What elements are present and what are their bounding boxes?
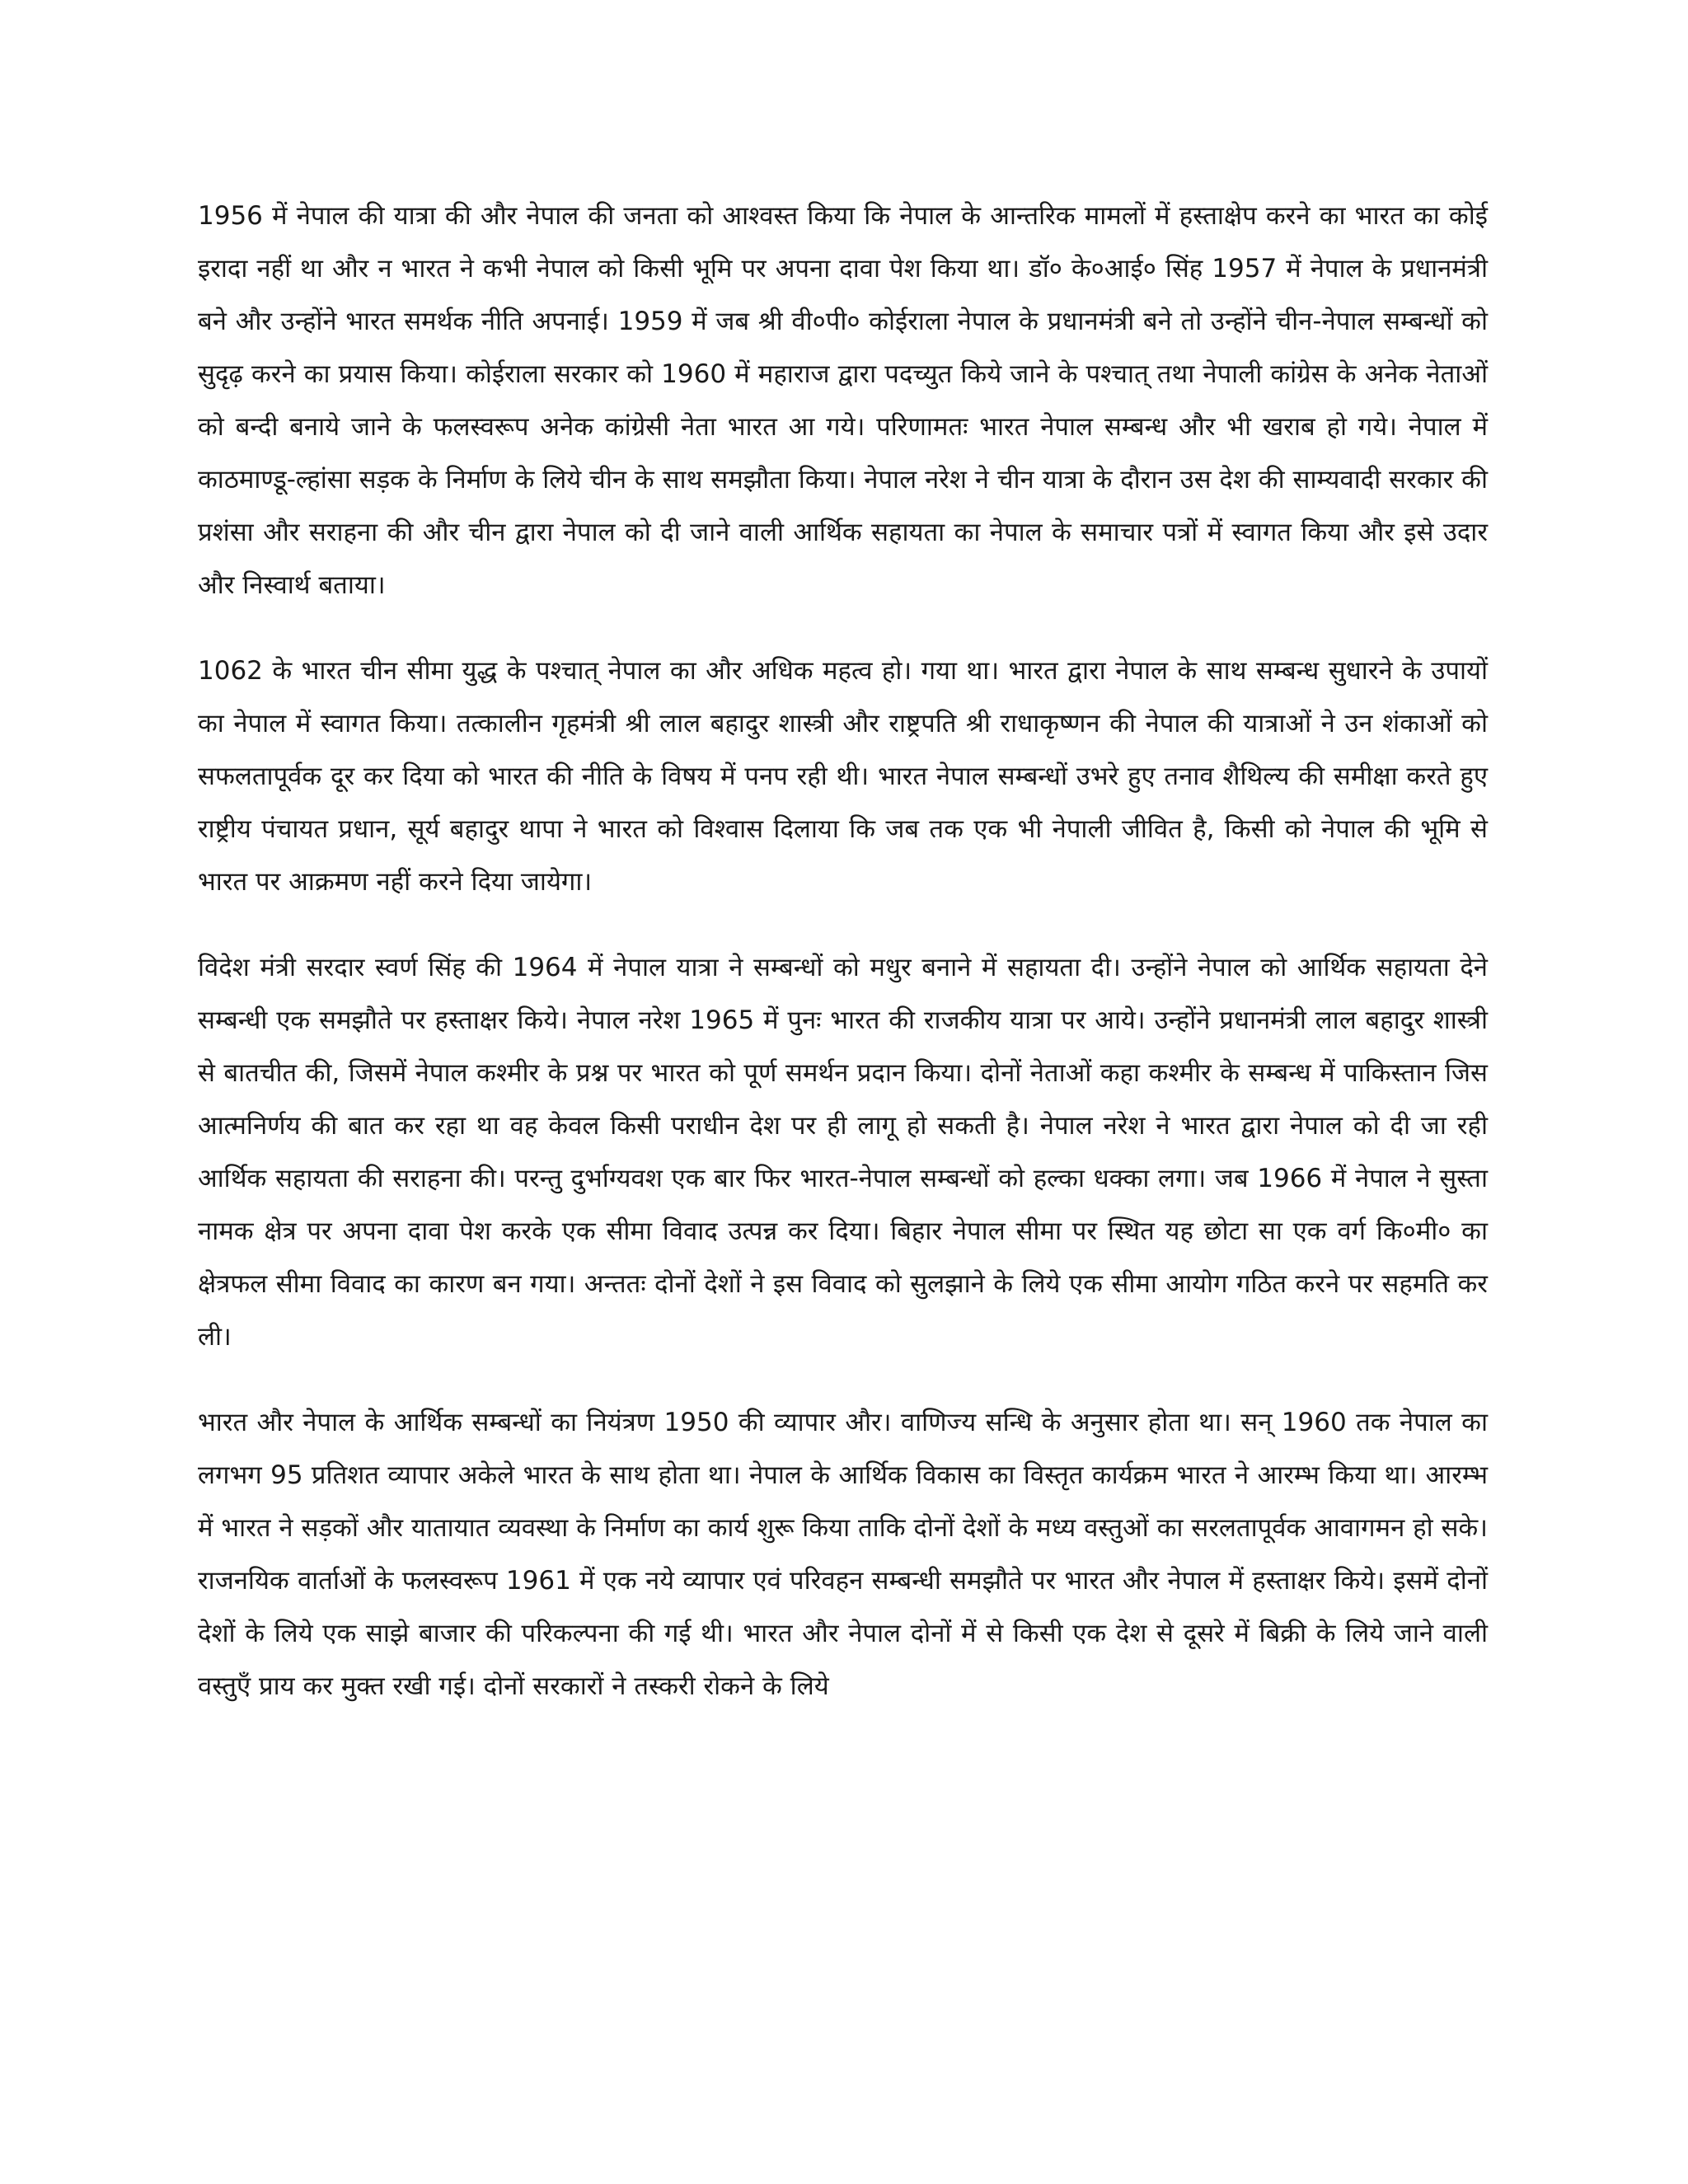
paragraph-4: भारत और नेपाल के आर्थिक सम्बन्धों का नियंत्रण 1950 की व्यापार और। वाणिज्य सन्धि के अनुसार होता था। सन् 1960 तक नेपाल का लगभग 95 प्रतिशत व्यापार अकेले भारत के साथ होता था। नेपाल के आर्थिक विकास का विस्तृत कार्यक्रम भारत ने आरम्भ किया था। आरम्भ में भारत ने सड़कों और यातायात व्यवस्था के निर्माण का कार्य शुरू किया ताकि दोनों देशों के मध्य वस्तुओं का सरलतापूर्वक आवागमन हो सके। राजनयिक वार्ताओं के फलस्वरूप 1961 में एक नये व्यापार एवं परिवहन सम्बन्धी समझौते पर भारत और नेपाल में हस्ताक्षर किये। इसमें दोनों देशों के लिये एक साझे बाजार की परिकल्पना की गई थी। भारत और नेपाल दोनों में से किसी एक देश से दूसरे में बिक्री के लिये जाने वाली वस्तुएँ प्राय कर मुक्त रखी गई। दोनों सरकारों ने तस्करी रोकने के लिये <box>198 1408 1488 1701</box>
paragraph-3: विदेश मंत्री सरदार स्वर्ण सिंह की 1964 में नेपाल यात्रा ने सम्बन्धों को मधुर बनाने में सहायता दी। उन्होंने नेपाल को आर्थिक सहायता देने सम्बन्धी एक समझौते पर हस्ताक्षर किये। नेपाल नरेश 1965 में पुनः भारत की राजकीय यात्रा पर आये। उन्होंने प्रधानमंत्री लाल बहादुर शास्त्री से बातचीत की, जिसमें नेपाल कश्मीर के प्रश्न पर भारत को पूर्ण समर्थन प्रदान किया। दोनों नेताओं कहा कश्मीर के सम्बन्ध में पाकिस्तान जिस आत्मनिर्णय की बात कर रहा था वह केवल किसी पराधीन देश पर ही लागू हो सकती है। नेपाल नरेश ने भारत द्वारा नेपाल को दी जा रही आर्थिक सहायता की सराहना की। परन्तु दुर्भाग्यवश एक बार फिर भारत-नेपाल सम्बन्धों को हल्का धक्का लगा। जब 1966 में नेपाल ने सुस्ता नामक क्षेत्र पर अपना दावा पेश करके एक सीमा विवाद उत्पन्न कर दिया। बिहार नेपाल सीमा पर स्थित यह छोटा सा एक वर्ग कि०मी० का क्षेत्रफल सीमा विवाद का कारण बन गया। अन्ततः दोनों देशों ने इस विवाद को सुलझाने के लिये एक सीमा आयोग गठित करने पर सहमति कर ली। <box>198 953 1488 1352</box>
document-page <box>198 190 1488 1746</box>
paragraph-2: 1062 के भारत चीन सीमा युद्ध के पश्चात् नेपाल का और अधिक महत्व हो। गया था। भारत द्वारा नेपाल के साथ सम्बन्ध सुधारने के उपायों का नेपाल में स्वागत किया। तत्कालीन गृहमंत्री श्री लाल बहादुर शास्त्री और राष्ट्रपति श्री राधाकृष्णन की नेपाल की यात्राओं ने उन शंकाओं को सफलतापूर्वक दूर कर दिया को भारत की नीति के विषय में पनप रही थी। भारत नेपाल सम्बन्धों उभरे हुए तनाव शैथिल्य की समीक्षा करते हुए राष्ट्रीय पंचायत प्रधान, सूर्य बहादुर थापा ने भारत को विश्वास दिलाया कि जब तक एक भी नेपाली जीवित है, किसी को नेपाल की भूमि से भारत पर आक्रमण नहीं करने दिया जायेगा। <box>198 656 1488 897</box>
paragraph-1: 1956 में नेपाल की यात्रा की और नेपाल की जनता को आश्वस्त किया कि नेपाल के आन्तरिक मामलों में हस्ताक्षेप करने का भारत का कोई इरादा नहीं था और न भारत ने कभी नेपाल को किसी भूमि पर अपना दावा पेश किया था। डॉ० के०आई० सिंह 1957 में नेपाल के प्रधानमंत्री बने और उन्होंने भारत समर्थक नीति अपनाई। 1959 में जब श्री वी०पी० कोईराला नेपाल के प्रधानमंत्री बने तो उन्होंने चीन-नेपाल सम्बन्धों को सुदृढ़ करने का प्रयास किया। कोईराला सरकार को 1960 में महाराज द्वारा पदच्युत किये जाने के पश्चात् तथा नेपाली कांग्रेस के अनेक नेताओं को बन्दी बनाये जाने के फलस्वरूप अनेक कांग्रेसी नेता भारत आ गये। परिणामतः भारत नेपाल सम्बन्ध और भी खराब हो गये। नेपाल में काठमाण्डू-ल्हांसा सड़क के निर्माण के लिये चीन के साथ समझौता किया। नेपाल नरेश ने चीन यात्रा के दौरान उस देश की साम्यवादी सरकार की प्रशंसा और सराहना की और चीन द्वारा नेपाल को दी जाने वाली आर्थिक सहायता का नेपाल के समाचार पत्रों में स्वागत किया और इसे उदार और निस्वार्थ बताया। <box>198 201 1488 600</box>
